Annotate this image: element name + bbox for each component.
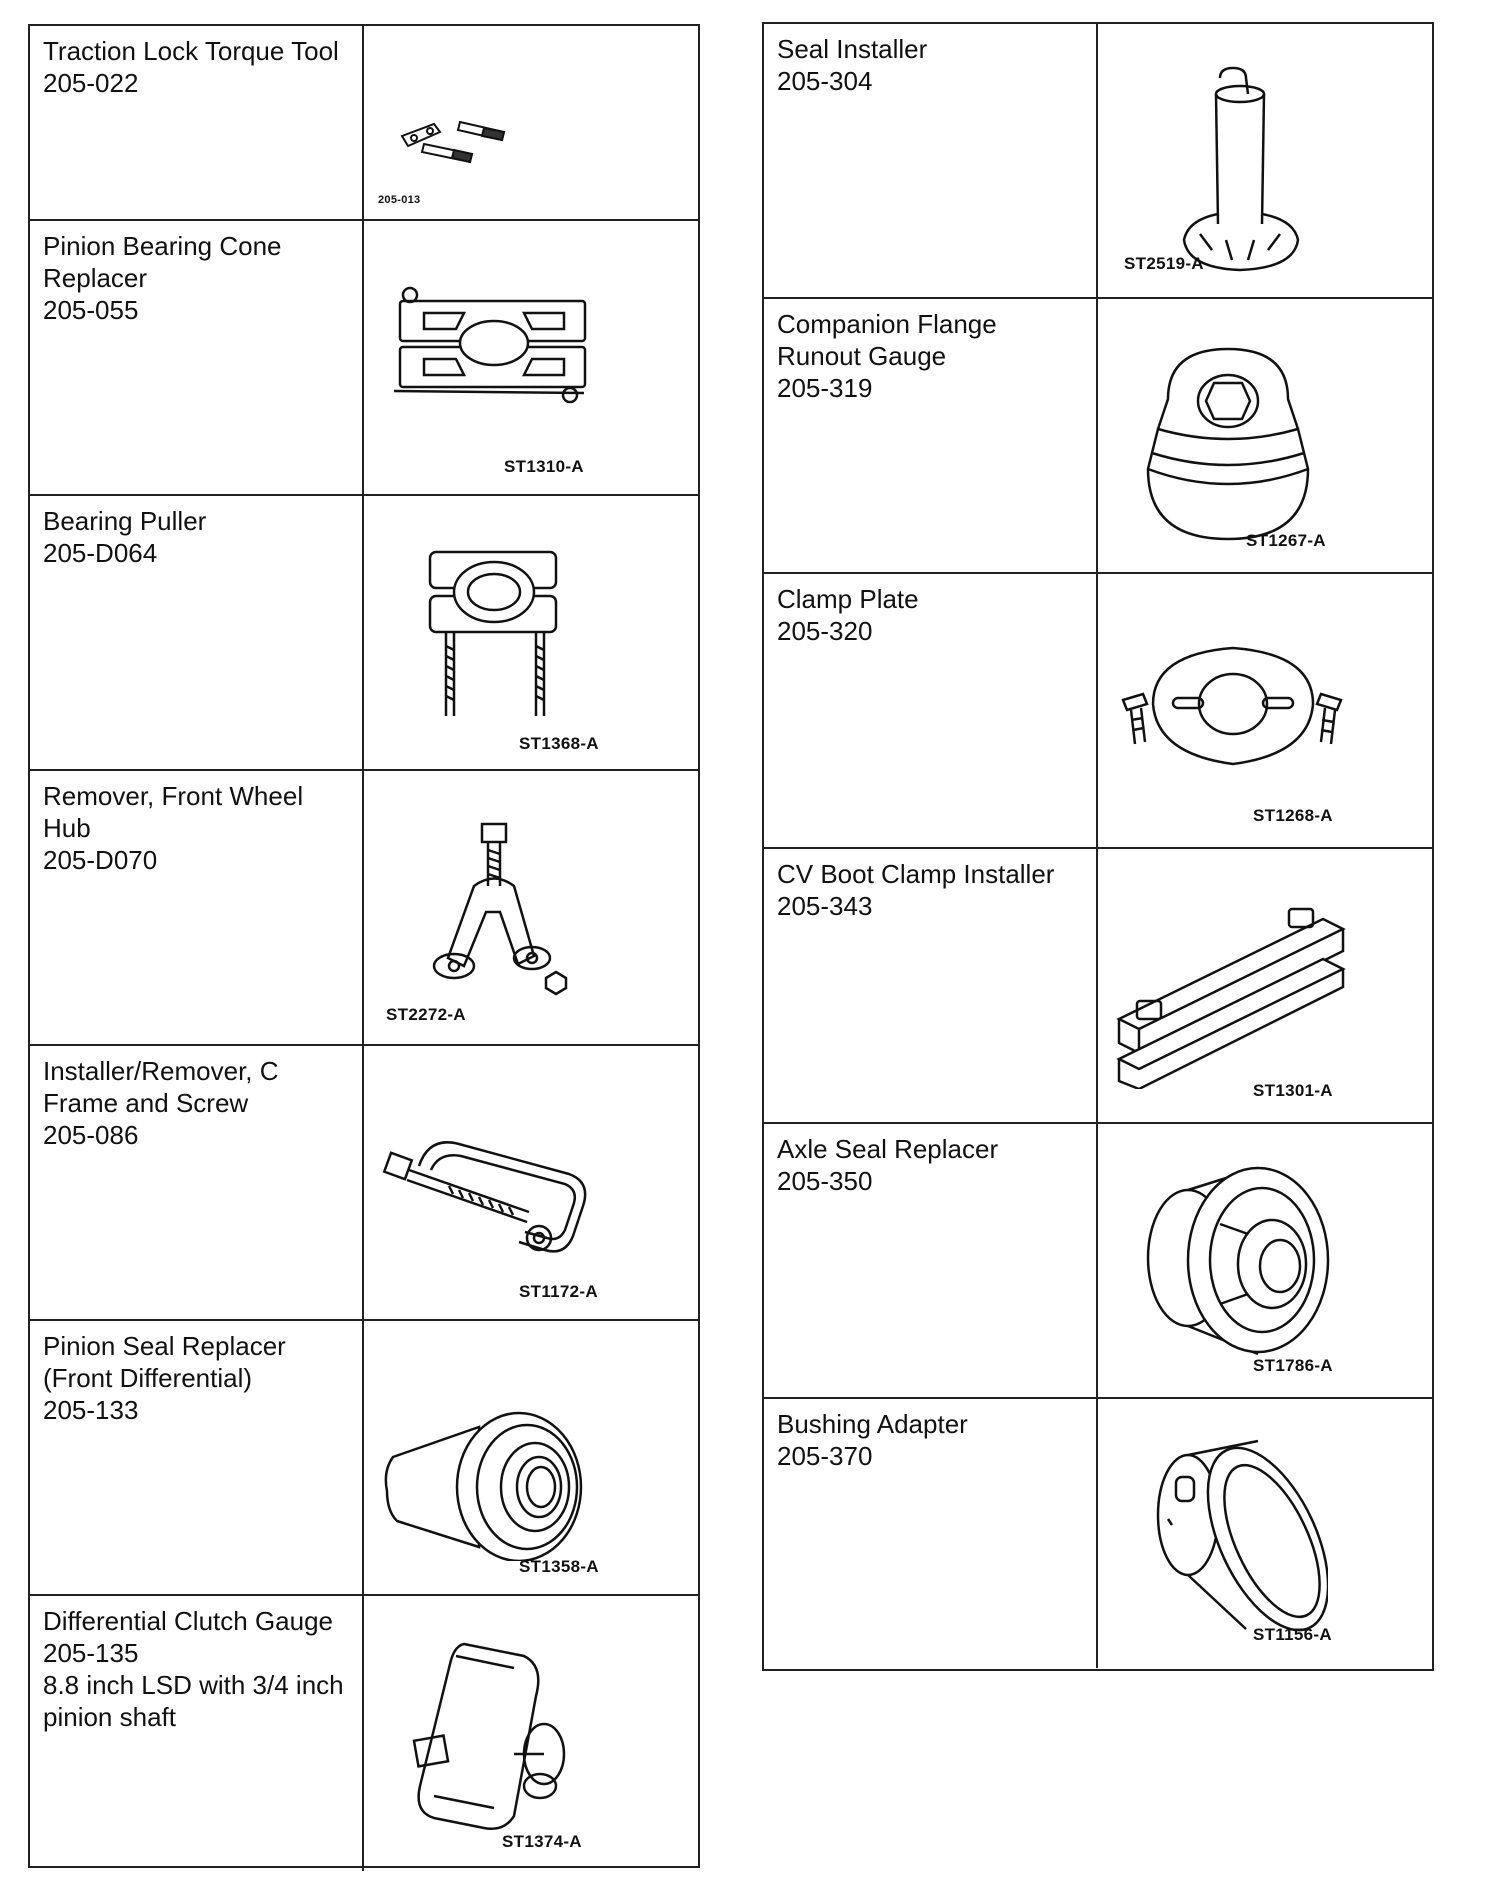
- tool-image-cell: [1098, 1399, 1432, 1668]
- tool-image-cell: [364, 771, 698, 1044]
- tool-name: Seal Installer: [777, 34, 928, 64]
- c-frame-icon: [379, 1126, 609, 1266]
- runout-gauge-icon: [1128, 339, 1328, 549]
- tool-image-cell: [1098, 849, 1432, 1122]
- tool-description-cell: [30, 221, 364, 494]
- tool-number: 205-D064: [43, 538, 158, 568]
- tool-image-code: ST1358-A: [519, 1557, 599, 1576]
- bearing-cone-replacer-icon: [394, 281, 604, 411]
- tool-image-cell: [1098, 1124, 1432, 1397]
- tool-description-cell: [30, 496, 364, 769]
- tool-image-code: ST2519-A: [1124, 254, 1204, 273]
- tool-name: Bearing Puller: [43, 506, 207, 536]
- tool-description-cell: [764, 1399, 1098, 1668]
- tool-image-code: ST1374-A: [502, 1832, 582, 1851]
- tool-number: 205-319: [777, 373, 873, 403]
- tool-name: Clamp Plate: [777, 584, 919, 614]
- tool-name: Companion Flange Runout Gauge: [777, 309, 997, 371]
- axle-seal-replacer-icon: [1128, 1154, 1338, 1374]
- tool-image-cell: [364, 1046, 698, 1319]
- tool-note: 8.8 inch LSD with 3/4 inch pinion shaft: [43, 1670, 344, 1732]
- tool-row: [764, 299, 1432, 574]
- tool-description-cell: [764, 849, 1098, 1122]
- tool-name: CV Boot Clamp Installer: [777, 859, 1055, 889]
- tool-image-code: ST1156-A: [1253, 1625, 1332, 1644]
- clamp-plate-icon: [1113, 634, 1353, 774]
- tool-row: [764, 574, 1432, 849]
- tool-image-code: ST1368-A: [519, 734, 599, 753]
- tool-name: Differential Clutch Gauge: [43, 1606, 334, 1636]
- tool-number: 205-320: [777, 616, 873, 646]
- boot-clamp-installer-icon: [1113, 889, 1353, 1089]
- tool-row: [30, 221, 698, 496]
- tool-image-cell: [364, 26, 698, 219]
- tool-row: [30, 26, 698, 221]
- tool-row: [30, 1321, 698, 1596]
- torque-tool-icon: [394, 106, 514, 186]
- tool-row: [30, 1046, 698, 1321]
- tool-row: [764, 1124, 1432, 1399]
- tool-row: [30, 771, 698, 1046]
- seal-installer-icon: [1178, 64, 1308, 274]
- pinion-seal-replacer-icon: [379, 1361, 609, 1561]
- tool-number: 205-343: [777, 891, 873, 921]
- tool-name: Axle Seal Replacer: [777, 1134, 999, 1164]
- tool-row: [30, 496, 698, 771]
- tool-description-cell: [764, 1124, 1098, 1397]
- tool-number: 205-370: [777, 1441, 873, 1471]
- tool-image-cell: [364, 1596, 698, 1871]
- tool-name: Traction Lock Torque Tool: [43, 36, 339, 66]
- tool-number: 205-135: [43, 1638, 139, 1668]
- left-tools-table: [28, 24, 700, 1868]
- tool-number: 205-086: [43, 1120, 139, 1150]
- tool-description-cell: [30, 26, 364, 219]
- tool-row: [764, 1399, 1432, 1668]
- bearing-puller-icon: [424, 546, 574, 726]
- tool-description-cell: [764, 24, 1098, 297]
- tool-image-code: 205-013: [378, 194, 421, 206]
- tool-description-cell: [764, 574, 1098, 847]
- tool-number: 205-022: [43, 68, 139, 98]
- tool-name: Installer/Remover, C Frame and Screw: [43, 1056, 279, 1118]
- tool-image-cell: [364, 221, 698, 494]
- tool-description-cell: [30, 1046, 364, 1319]
- tool-number: 205-350: [777, 1166, 873, 1196]
- clutch-gauge-icon: [394, 1636, 584, 1836]
- tool-name: Bushing Adapter: [777, 1409, 968, 1439]
- tool-image-cell: [1098, 299, 1432, 572]
- tool-image-cell: [364, 1321, 698, 1594]
- tool-row: [764, 24, 1432, 299]
- tool-number: 205-D070: [43, 845, 158, 875]
- tool-description-cell: [764, 299, 1098, 572]
- tool-name: Pinion Seal Replacer (Front Differential): [43, 1331, 286, 1393]
- tool-name: Pinion Bearing Cone Replacer: [43, 231, 282, 293]
- tool-row: [30, 1596, 698, 1871]
- tool-image-code: ST1172-A: [519, 1282, 598, 1301]
- tool-name: Remover, Front Wheel Hub: [43, 781, 304, 843]
- tool-image-code: ST1267-A: [1246, 531, 1326, 550]
- tool-row: [764, 849, 1432, 1124]
- tool-description-cell: [30, 1321, 364, 1594]
- tool-image-code: ST1786-A: [1253, 1356, 1333, 1375]
- tool-description-cell: [30, 1596, 364, 1871]
- hub-remover-icon: [414, 816, 584, 1006]
- tool-image-code: ST1301-A: [1253, 1081, 1333, 1100]
- tool-image-code: ST1310-A: [504, 457, 584, 476]
- tool-image-code: ST2272-A: [386, 1005, 466, 1024]
- tool-image-cell: [1098, 24, 1432, 297]
- bushing-adapter-icon: [1138, 1429, 1328, 1639]
- tool-number: 205-055: [43, 295, 139, 325]
- tool-image-cell: [364, 496, 698, 769]
- tool-number: 205-304: [777, 66, 873, 96]
- tool-image-code: ST1268-A: [1253, 806, 1333, 825]
- tool-number: 205-133: [43, 1395, 139, 1425]
- tool-image-cell: [1098, 574, 1432, 847]
- tool-description-cell: [30, 771, 364, 1044]
- right-tools-table: [762, 22, 1434, 1671]
